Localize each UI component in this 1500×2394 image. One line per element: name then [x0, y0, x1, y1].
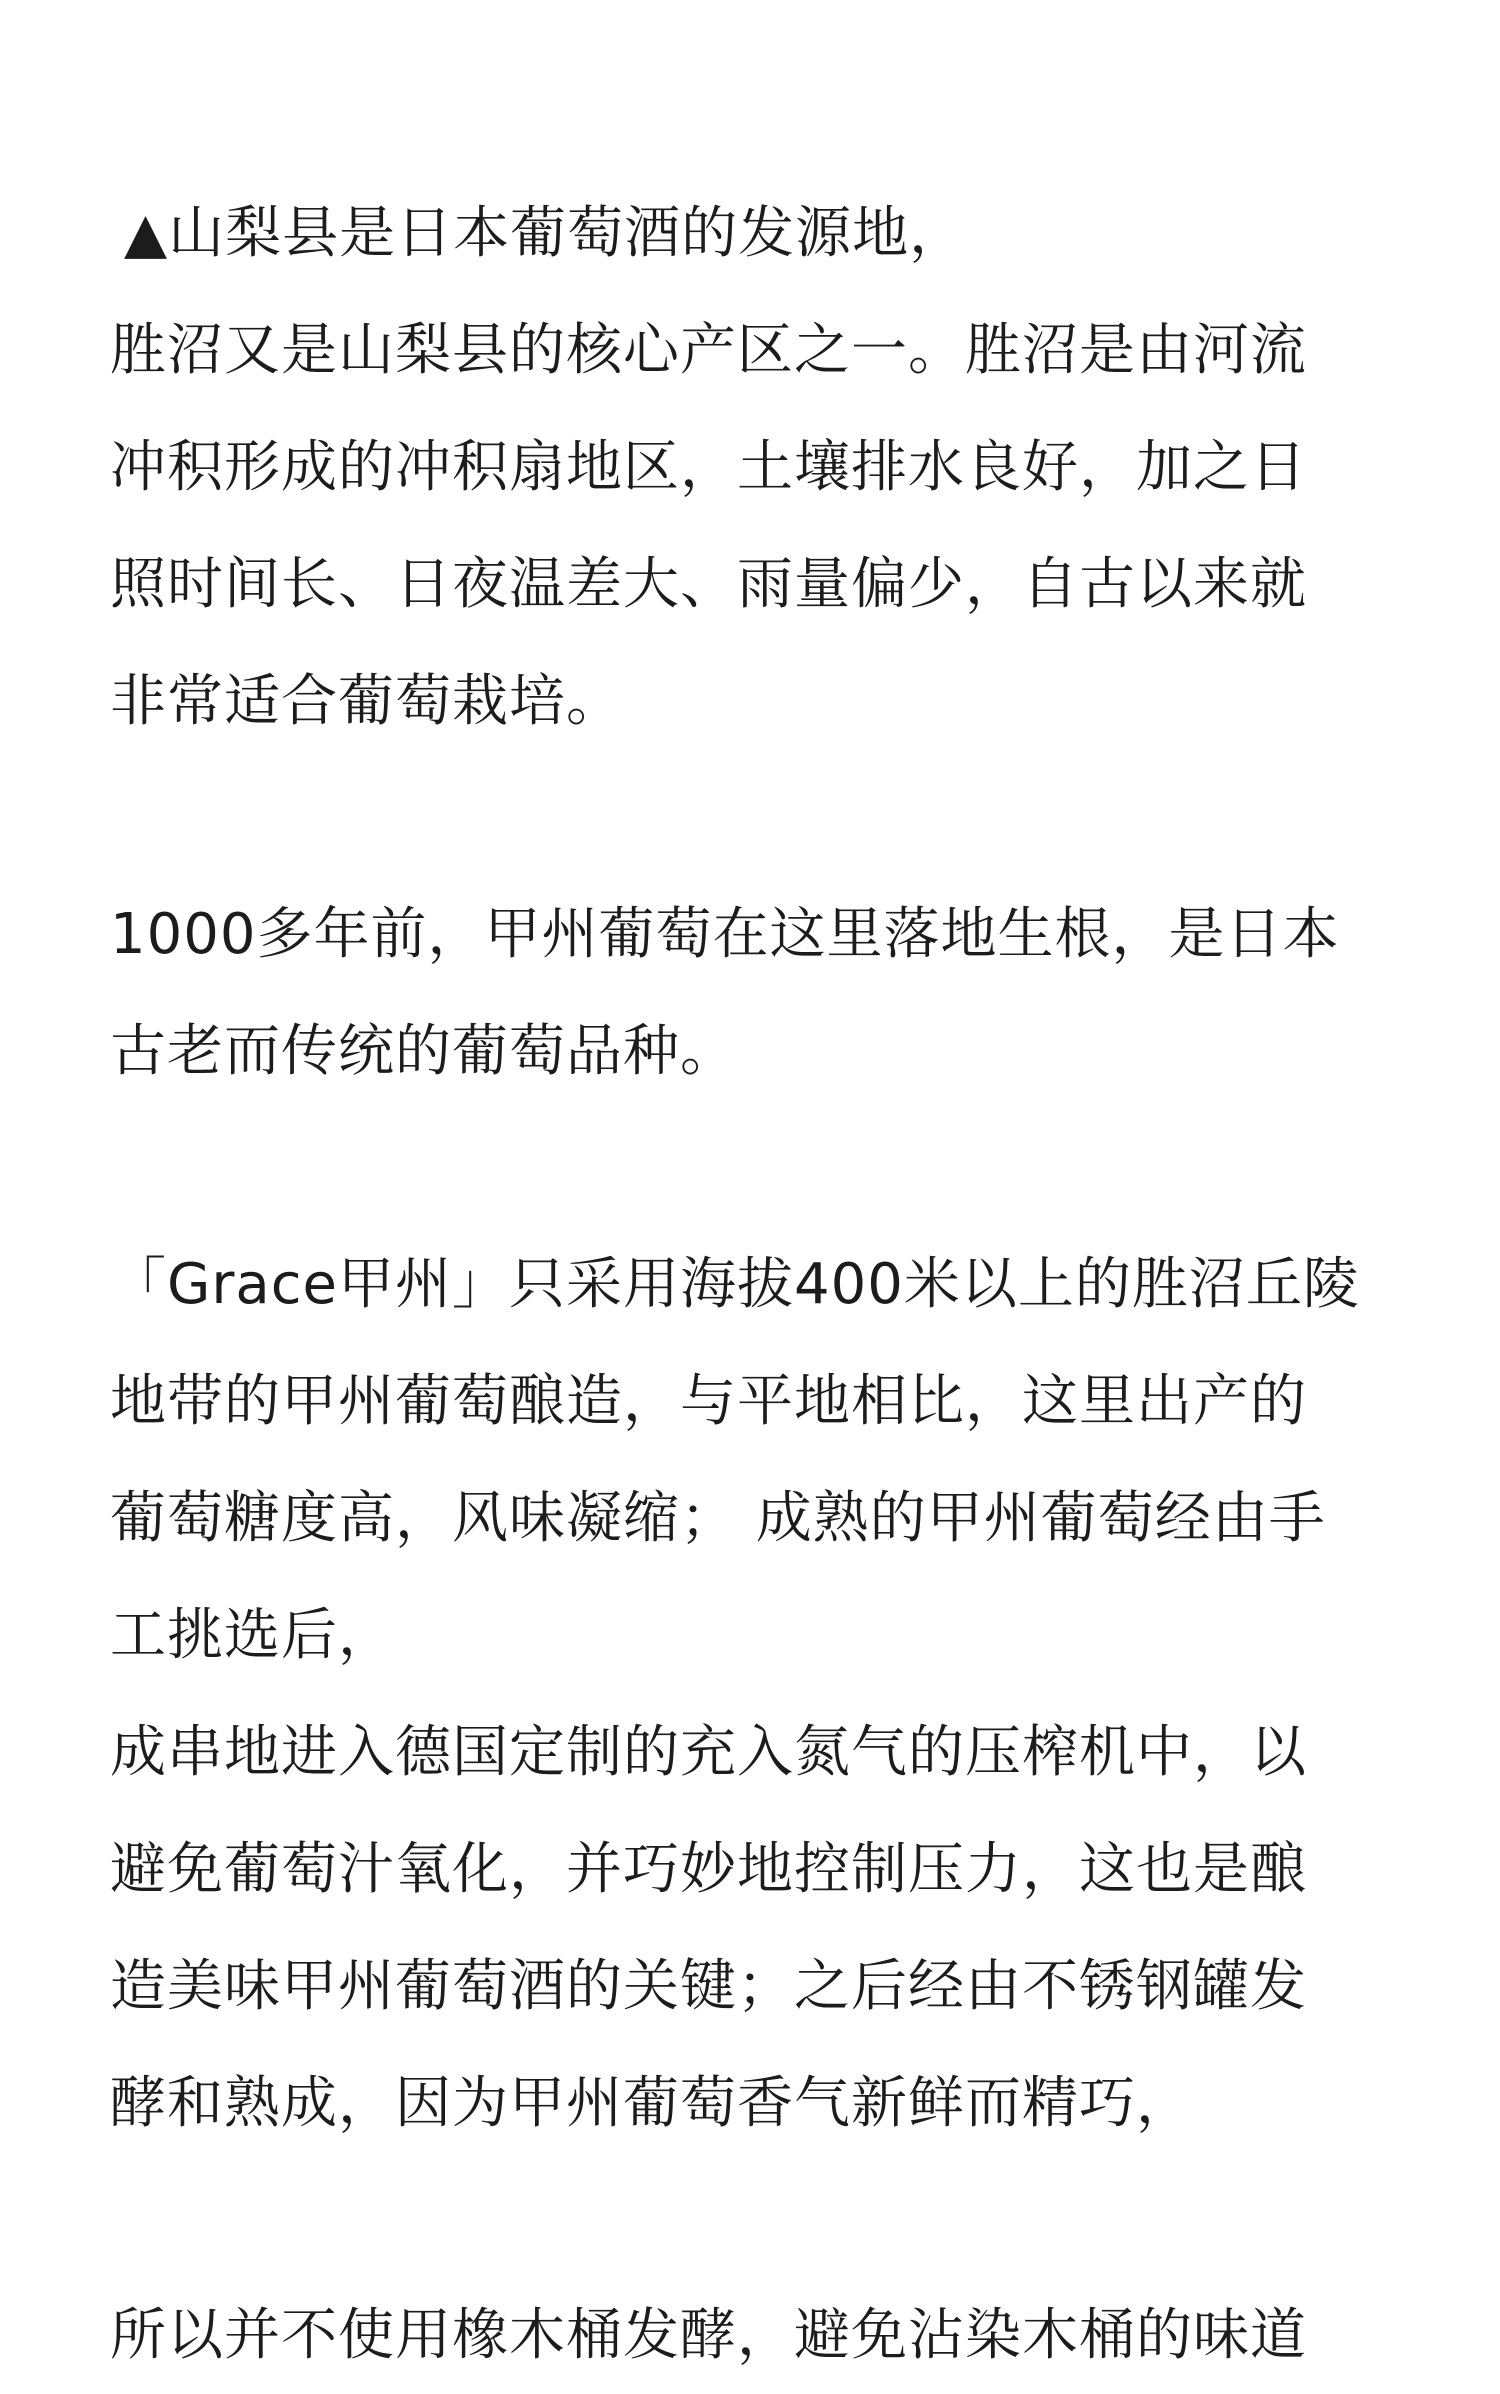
- paragraph-line: 酵和熟成，因为甲州葡萄香气新鲜而精巧，: [110, 2071, 1193, 2136]
- paragraph-line: 葡萄糖度高，风味凝缩； 成熟的甲州葡萄经由手: [110, 1486, 1326, 1551]
- paragraph-line: 非常适合葡萄栽培。: [110, 669, 623, 734]
- paragraph-line: 避免葡萄汁氧化，并巧妙地控制压力，这也是酿: [110, 1837, 1307, 1902]
- paragraph-line: 1000多年前，甲州葡萄在这里落地生根，是日本: [110, 902, 1340, 967]
- paragraph-line: 地带的甲州葡萄酿造，与平地相比，这里出产的: [110, 1369, 1307, 1434]
- paragraph-line: 造美味甲州葡萄酒的关键；之后经由不锈钢罐发: [110, 1954, 1307, 2019]
- paragraph-line: 「Grace甲州」只采用海拔400米以上的胜沼丘陵: [110, 1252, 1360, 1317]
- paragraph-line: 所以并不使用橡木桶发酵，避免沾染木桶的味道: [110, 2303, 1307, 2368]
- image-caption: ▲山梨县是日本葡萄酒的发源地，: [124, 201, 967, 266]
- paragraph-line: 照时间长、日夜温差大、雨量偏少，自古以来就: [110, 552, 1307, 617]
- paragraph-line: 成串地进入德国定制的充入氮气的压榨机中，以: [110, 1720, 1307, 1785]
- paragraph-line: 古老而传统的葡萄品种。: [110, 1019, 737, 1084]
- paragraph-line: 工挑选后，: [110, 1603, 395, 1668]
- paragraph-line: 胜沼又是山梨县的核心产区之一。胜沼是由河流: [110, 318, 1307, 383]
- paragraph-line: 冲积形成的冲积扇地区，土壤排水良好，加之日: [110, 435, 1307, 500]
